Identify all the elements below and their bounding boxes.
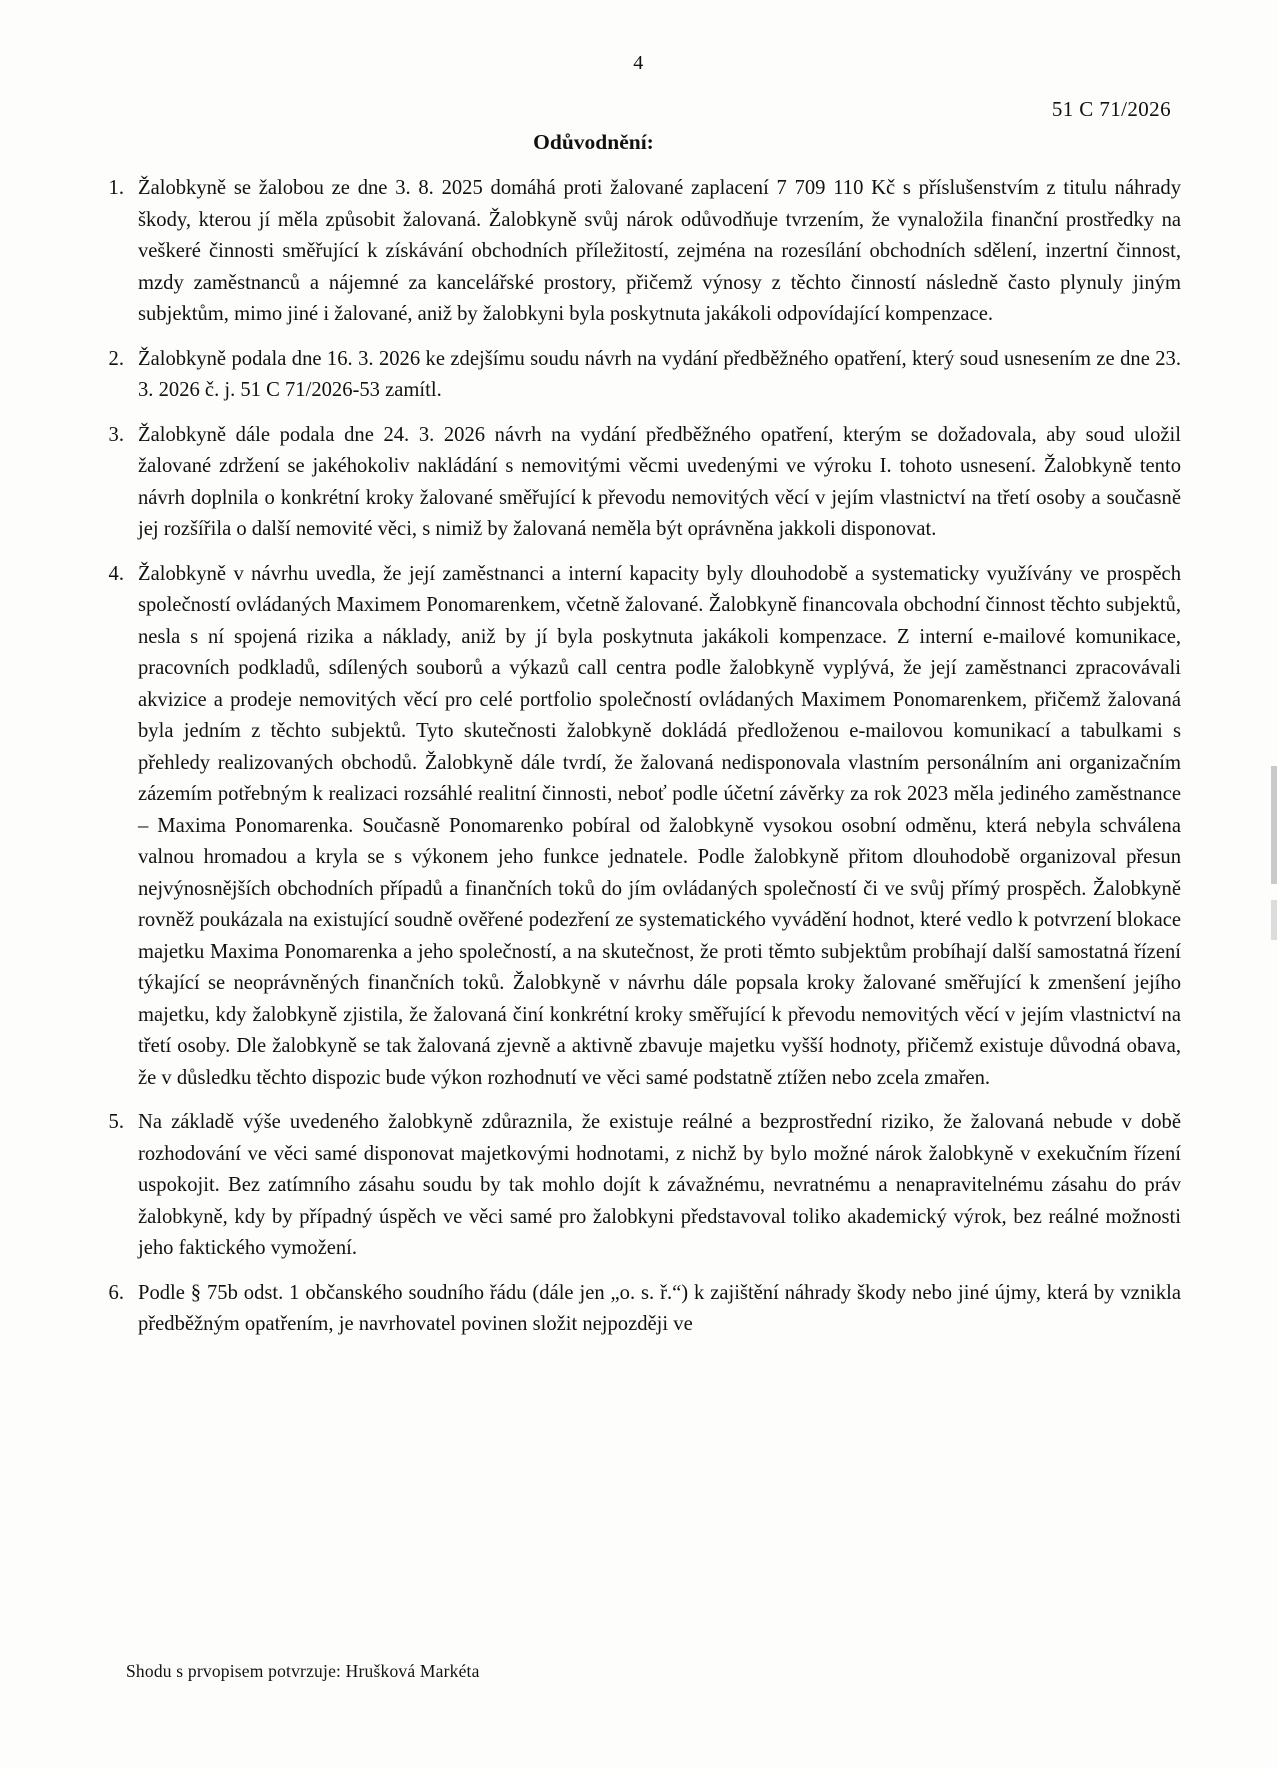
page-edge-artifact-secondary (1271, 900, 1277, 940)
clause-number: 4. (108, 562, 124, 585)
page-number: 4 (633, 52, 644, 74)
case-number: 51 C 71/2026 (1051, 97, 1171, 121)
clause-item (96, 1107, 1181, 1265)
clause-number: 2. (108, 347, 124, 370)
clause-list (96, 173, 1181, 1341)
clause-text: Žalobkyně se žalobou ze dne 3. 8. 2025 domáhá proti žalované zaplacení 7 709 110 Kč s příslušenstvím z titulu náhrady škody, kterou jí měla způsobit žalovaná. Žalobkyně svůj nárok odůvodňuje tvrzením, že vynaložila finanční prostředky na veškeré činnosti směřující k získávání obchodních příležitostí, zejména na rozesílání obchodních sdělení, inzertní činnost, mzdy zaměstnanců a nájemné za kancelářské prostory, přičemž výnosy z těchto činností následně často plynuly jiným subjektům, mimo jiné i žalované, aniž by žalobkyni byla poskytnuta jakákoli odpovídající kompenzace. (138, 177, 1181, 325)
clause-item (96, 1278, 1181, 1341)
clause-item (96, 173, 1181, 331)
clause-text: Žalobkyně podala dne 16. 3. 2026 ke zdejšímu soudu návrh na vydání předběžného opatření, který soud usnesením ze dne 23. 3. 2026 č. j. 51 C 71/2026-53 zamítl. (138, 347, 1181, 401)
clause-item (96, 559, 1181, 1095)
clause-item (96, 344, 1181, 407)
clause-text: Na základě výše uvedeného žalobkyně zdůraznila, že existuje reálné a bezprostřední riziko, že žalovaná nebude v době rozhodování ve věci samé disponovat majetkovými hodnotami, z nichž by bylo možné nárok žalobkyně v exekučním řízení uspokojit. Bez zatímního zásahu soudu by tak mohlo dojít k závažnému, nevratnému a nenapravitelnému zásahu do práv žalobkyně, kdy by případný úspěch ve věci samé pro žalobkyni představoval toliko akademický výrok, bez reálné možnosti jeho faktického vymožení. (138, 1111, 1181, 1259)
page-edge-artifact (1271, 766, 1277, 884)
clause-number: 3. (108, 423, 124, 446)
clause-number: 5. (108, 1111, 124, 1133)
clause-number: 1. (108, 177, 124, 199)
clause-item (96, 420, 1181, 546)
clause-number: 6. (108, 1281, 124, 1304)
section-heading: Odůvodnění: (533, 130, 654, 154)
footer-certification: Shodu s prvopisem potvrzuje: Hrušková Markéta (126, 1661, 480, 1681)
clause-text: Podle § 75b odst. 1 občanského soudního řádu (dále jen „o. s. ř.“) k zajištění náhrady škody nebo jiné újmy, která by vznikla předběžným opatřením, je navrhovatel povinen složit nejpozději ve (138, 1281, 1181, 1335)
clause-text: Žalobkyně dále podala dne 24. 3. 2026 návrh na vydání předběžného opatření, kterým se dožadovala, aby soud uložil žalované zdržení se jakéhokoliv nakládání s nemovitými věcmi uvedenými ve výroku I. tohoto usnesení. Žalobkyně tento návrh doplnila o konkrétní kroky žalované směřující k převodu nemovitých věcí v jejím vlastnictví na třetí osoby a současně jej rozšířila o další nemovité věci, s nimiž by žalovaná neměla být oprávněna jakkoli disponovat. (138, 423, 1181, 540)
clause-text: Žalobkyně v návrhu uvedla, že její zaměstnanci a interní kapacity byly dlouhodobě a systematicky využívány ve prospěch společností ovládaných Maximem Ponomarenkem, včetně žalované. Žalobkyně financovala obchodní činnost těchto subjektů, nesla s ní spojená rizika a náklady, aniž by jí byla poskytnuta jakákoli kompenzace. Z interní e-mailové komunikace, pracovních podkladů, sdílených souborů a výkazů call centra podle žalobkyně vyplývá, že její zaměstnanci zpracovávali akvizice a prodeje nemovitých věcí pro celé portfolio společností ovládaných Maximem Ponomarenkem, přičemž žalovaná byla jedním z těchto subjektů. Tyto skutečnosti žalobkyně dokládá předloženou e-mailovou komunikací a tabulkami s přehledy realizovaných obchodů. Žalobkyně dále tvrdí, že žalovaná nedisponovala vlastním personálním ani organizačním zázemím potřebným k realizaci rozsáhlé realitní činnosti, neboť podle účetní závěrky za rok 2023 měla jediného zaměstnance – Maxima Ponomarenka. Současně Ponomarenko pobíral od žalobkyně vysokou osobní odměnu, která nebyla schválena valnou hromadou a kryla se s výkonem jeho funkce jednatele. Podle žalobkyně přitom dlouhodobě organizoval přesun nejvýnosnějších obchodních případů a finančních toků do jím ovládaných společností či ve svůj přímý prospěch. Žalobkyně rovněž poukázala na existující soudně ověřené podezření ze systematického vyvádění hodnot, které vedlo k potvrzení blokace majetku Maxima Ponomarenka a jeho společností, a na skutečnost, že proti těmto subjektům probíhají další samostatná řízení týkající se neoprávněných finančních toků. Žalobkyně v návrhu dále popsala kroky žalované směřující k zmenšení jejího majetku, kdy žalobkyně zjistila, že žalovaná činí konkrétní kroky směřující k převodu nemovitých věcí v jejím vlastnictví na třetí osoby. Dle žalobkyně se tak žalovaná zjevně a aktivně zbavuje majetku vyšší hodnoty, přičemž existuje důvodná obava, že v důsledku těchto dispozic bude výkon rozhodnutí ve věci samé podstatně ztížen nebo zcela zmařen. (138, 562, 1181, 1089)
